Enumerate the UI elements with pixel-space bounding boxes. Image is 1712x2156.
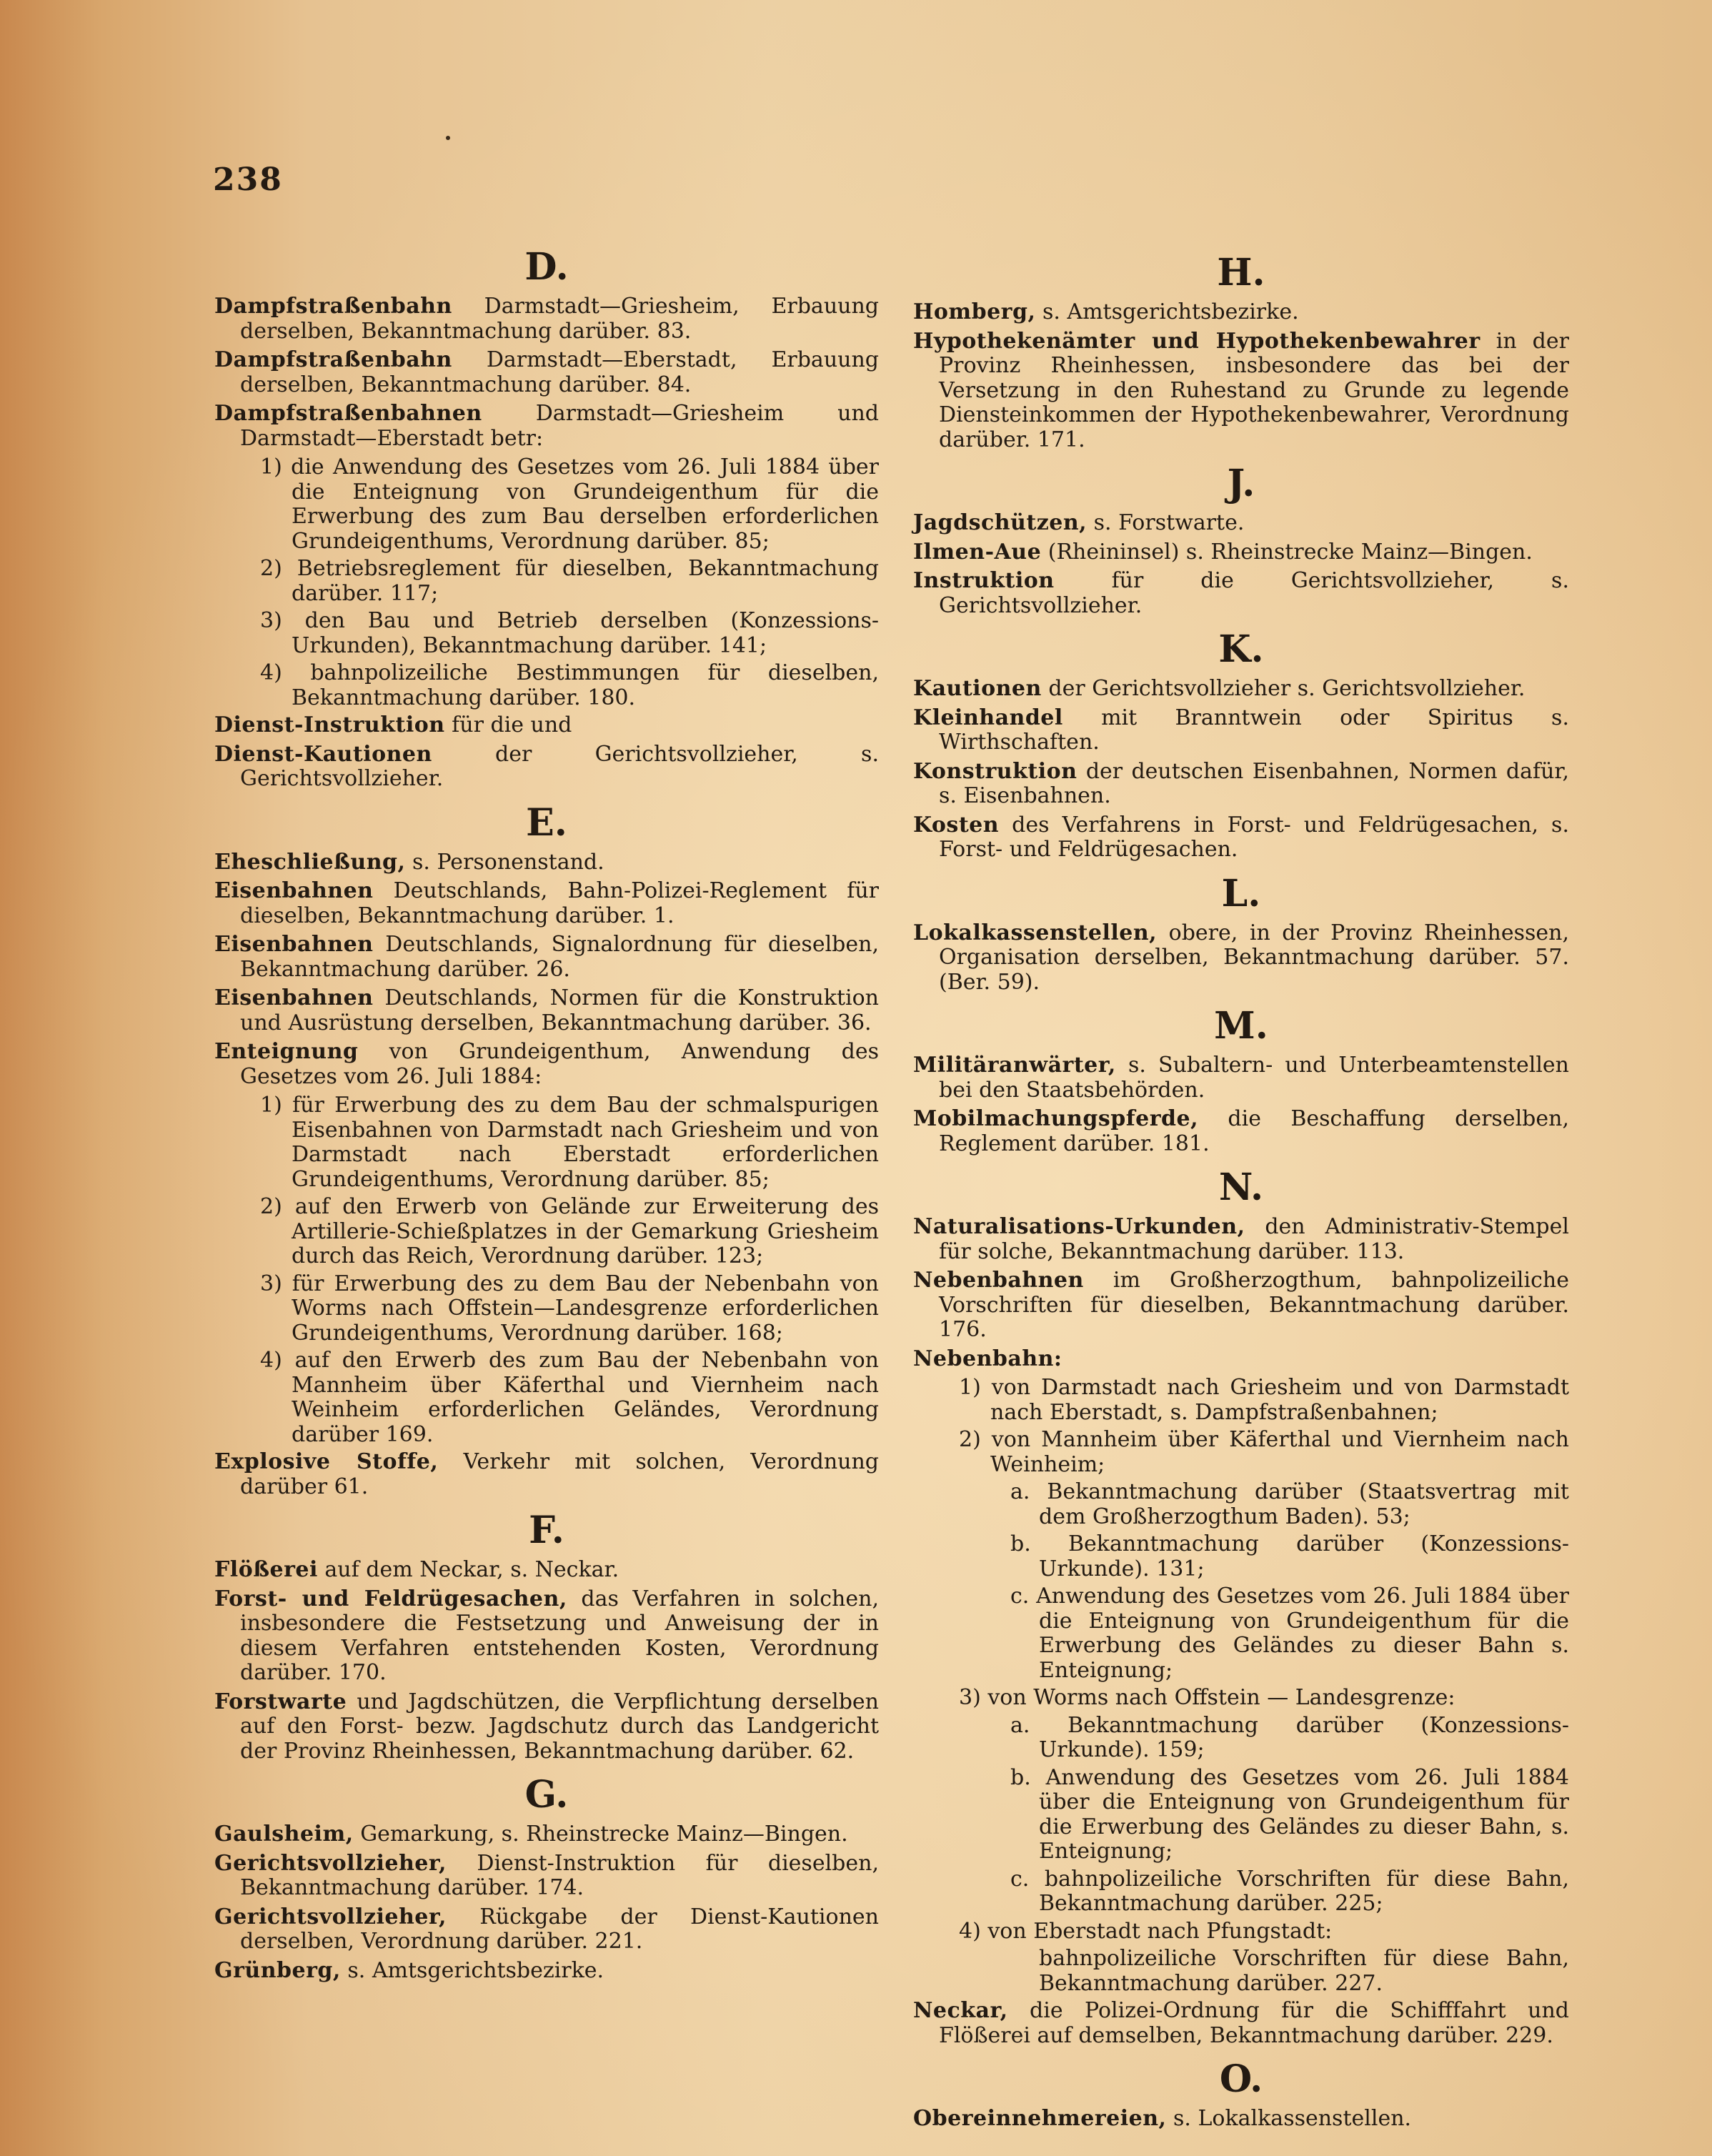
section-letter-m: M.	[1214, 1004, 1268, 1048]
index-entry	[214, 933, 879, 982]
entry-text: s. Subaltern- und Unterbeamtenstellen bei den Staatsbehörden.	[939, 1053, 1569, 1103]
index-entry	[913, 1347, 1569, 1372]
index-entry	[214, 1822, 879, 1847]
entry-headword: Forst- und Feldrügesachen,	[214, 1586, 567, 1611]
entry-text: s. Lokalkassenstellen.	[1173, 2106, 1412, 2131]
entry-text: der Gerichtsvollzieher, s. Gerichtsvollzieher.	[240, 741, 879, 791]
index-entry	[913, 677, 1569, 702]
entry-headword: Kosten	[913, 812, 1000, 838]
entry-text: s. Amtsgerichtsbezirke.	[1042, 299, 1299, 324]
entry-text: in der Provinz Rheinhessen, insbesondere das bei der Versetzung in den Ruhestand zu Grunde zu legende Diensteinkommen der Hypothekenbewahrer, Verordnung darüber. 171.	[939, 328, 1569, 452]
entry-headword: Explosive Stoffe,	[214, 1449, 439, 1474]
entry-headword: Enteignung	[214, 1039, 359, 1064]
index-entry	[913, 569, 1569, 618]
entry-text: Deutschlands, Bahn-Polizei-Reglement für dieselben, Bekanntmachung darüber. 1.	[240, 878, 879, 928]
entry-text: Gemarkung, s. Rheinstrecke Mainz—Bingen.	[360, 1822, 848, 1847]
entry-text: den Administrativ-Stempel für solche, Bekanntmachung darüber. 113.	[939, 1214, 1569, 1264]
entry-headword: Nebenbahnen	[913, 1268, 1084, 1293]
entry-headword: Kautionen	[913, 676, 1042, 701]
sub-entry: 1) von Darmstadt nach Griesheim und von Darmstadt nach Eberstadt, s. Dampfstraßenbahnen;	[959, 1375, 1569, 1425]
sub-sub-entry: a. Bekanntmachung darüber (Staatsvertrag mit dem Großherzogthum Baden). 53;	[1010, 1479, 1569, 1529]
index-entry	[214, 1040, 879, 1089]
index-entry	[913, 706, 1569, 755]
entry-text: der Gerichtsvollzieher s. Gerichtsvollzieher.	[1048, 676, 1526, 701]
index-entry	[214, 713, 879, 738]
sub-sub-entry: b. Bekanntmachung darüber (Konzessions-Urkunde). 131;	[1010, 1531, 1569, 1581]
entry-headword: Obereinnehmereien,	[913, 2106, 1167, 2131]
sub-entry: 4) bahnpolizeiliche Bestimmungen für dieselben, Bekanntmachung darüber. 180.	[260, 660, 879, 710]
page-number: 238	[213, 162, 283, 198]
entry-text: und Jagdschützen, die Verpflichtung derselben auf den Forst- bezw. Jagdschutz durch das Landgericht der Provinz Rheinhessen, Bekanntmachung darüber. 62.	[240, 1689, 879, 1764]
index-entry	[214, 742, 879, 792]
index-entry	[214, 1959, 879, 1984]
section-letter-e: E.	[526, 800, 567, 845]
entry-text: auf dem Neckar, s. Neckar.	[324, 1557, 619, 1582]
entry-text: s. Amtsgerichtsbezirke.	[347, 1957, 604, 1983]
entry-headword: Dampfstraßenbahn	[214, 347, 452, 372]
sub-entry: 2) Betriebsreglement für dieselben, Bekanntmachung darüber. 117;	[260, 556, 879, 606]
entry-text: Darmstadt—Eberstadt, Erbauung derselben, Bekanntmachung darüber. 84.	[240, 347, 879, 397]
entry-headword: Dienst-Kautionen	[214, 741, 432, 767]
entry-text: die Beschaffung derselben, Reglement darüber. 181.	[939, 1106, 1569, 1156]
entry-headword: Dampfstraßenbahnen	[214, 401, 482, 426]
index-entry	[214, 986, 879, 1035]
entry-headword: Neckar,	[913, 1998, 1008, 2023]
entry-headword: Dampfstraßenbahn	[214, 294, 452, 319]
sub-sub-entry: b. Anwendung des Gesetzes vom 26. Juli 1884 über die Enteignung von Grundeigenthum für die Erwerbung des Geländes zu dieser Bahn, s. Enteignung;	[1010, 1764, 1569, 1864]
entry-text: das Verfahren in solchen, insbesondere die Festsetzung und Anweisung der in diesem Verfahren entstehenden Kosten, Verordnung darüber. 170.	[240, 1586, 879, 1685]
sub-entry: 1) für Erwerbung des zu dem Bau der schmalspurigen Eisenbahnen von Darmstadt nach Griesheim und von Darmstadt nach Eberstadt erforderlichen Grundeigenthums, Verordnung darüber. 85;	[260, 1093, 879, 1192]
entry-text: Verkehr mit solchen, Verordnung darüber 61.	[240, 1449, 879, 1499]
index-entry	[913, 2107, 1569, 2132]
entry-headword: Mobilmachungspferde,	[913, 1106, 1199, 1131]
sub-entry: 3) von Worms nach Offstein — Landesgrenze:	[959, 1685, 1455, 1710]
index-entry	[214, 1587, 879, 1686]
sub-entry: 3) den Bau und Betrieb derselben (Konzessions-Urkunden), Bekanntmachung darüber. 141;	[260, 608, 879, 658]
entry-text: Darmstadt—Griesheim und Darmstadt—Eberstadt betr:	[240, 401, 879, 451]
index-entry	[913, 1999, 1569, 2048]
entry-headword: Dienst-Instruktion	[214, 712, 445, 737]
entry-text: Dienst-Instruktion für dieselben, Bekanntmachung darüber. 174.	[240, 1850, 879, 1900]
entry-text: des Verfahrens in Forst- und Feldrügesachen, s. Forst- und Feldrügesachen.	[939, 812, 1569, 862]
index-entry	[913, 511, 1569, 536]
sub-entry: 1) die Anwendung des Gesetzes vom 26. Juli 1884 über die Enteignung von Grundeigenthum für die Erwerbung des zum Bau derselben erforderlichen Grundeigenthums, Verordnung darüber. 85;	[260, 454, 879, 554]
entry-headword: Gaulsheim,	[214, 1822, 354, 1847]
index-entry	[214, 1852, 879, 1901]
index-entry	[913, 1107, 1569, 1156]
entry-headword: Nebenbahn:	[913, 1346, 1062, 1371]
entry-headword: Jagdschützen,	[913, 510, 1088, 535]
entry-text: für die und	[452, 712, 572, 737]
entry-headword: Militäranwärter,	[913, 1053, 1116, 1078]
entry-text: Deutschlands, Normen für die Konstruktion und Ausrüstung derselben, Bekanntmachung darüber. 36.	[240, 985, 879, 1035]
entry-headword: Kleinhandel	[913, 705, 1063, 730]
section-letter-f: F.	[529, 1509, 564, 1552]
entry-text: der deutschen Eisenbahnen, Normen dafür, s. Eisenbahnen.	[939, 758, 1569, 808]
sub-entry: 3) für Erwerbung des zu dem Bau der Nebenbahn von Worms nach Offstein—Landesgrenze erforderlichen Grundeigenthums, Verordnung darüber. 168;	[260, 1271, 879, 1346]
entry-headword: Instruktion	[913, 568, 1055, 593]
index-entry	[913, 540, 1569, 565]
index-entry	[214, 1690, 879, 1764]
entry-headword: Gerichtsvollzieher,	[214, 1904, 447, 1929]
index-entry	[214, 850, 879, 875]
section-letter-l: L.	[1221, 871, 1261, 915]
entry-headword: Ilmen-Aue	[913, 539, 1042, 565]
index-entry	[214, 348, 879, 397]
index-entry	[214, 294, 879, 344]
section-letter-d: D.	[524, 245, 569, 289]
entry-headword: Eisenbahnen	[214, 932, 374, 957]
entry-headword: Forstwarte	[214, 1689, 347, 1714]
index-entry	[913, 300, 1569, 325]
sub-entry: 2) auf den Erwerb von Gelände zur Erweiterung des Artillerie-Schießplatzes in der Gemarkung Griesheim durch das Reich, Verordnung darüber. 123;	[260, 1194, 879, 1268]
entry-text: s. Forstwarte.	[1093, 510, 1245, 535]
index-entry	[214, 879, 879, 928]
entry-text: von Grundeigenthum, Anwendung des Gesetzes vom 26. Juli 1884:	[240, 1039, 879, 1089]
entry-text: (Rheininsel) s. Rheinstrecke Mainz—Bingen.	[1047, 539, 1533, 565]
entry-headword: Grünberg,	[214, 1957, 341, 1983]
section-letter-g: G.	[524, 1773, 569, 1817]
right-column	[913, 242, 1569, 2136]
index-entry	[913, 1268, 1569, 1343]
index-entry	[214, 1905, 879, 1954]
entry-headword: Flößerei	[214, 1557, 318, 1582]
index-entry	[214, 402, 879, 451]
index-entry	[913, 760, 1569, 809]
sub-sub-entry: c. Anwendung des Gesetzes vom 26. Juli 1884 über die Enteignung von Grundeigenthum für die Erwerbung des Geländes zu dieser Bahn s. Enteignung;	[1010, 1584, 1569, 1683]
entry-text: Darmstadt—Griesheim, Erbauung derselben, Bekanntmachung darüber. 83.	[240, 294, 879, 344]
entry-headword: Konstruktion	[913, 758, 1078, 784]
index-entry	[214, 1558, 879, 1583]
index-entry	[214, 1450, 879, 1499]
entry-text: im Großherzogthum, bahnpolizeiliche Vorschriften für dieselben, Bekanntmachung darüber. 176.	[939, 1268, 1569, 1342]
entry-headword: Gerichtsvollzieher,	[214, 1850, 447, 1876]
sub-entry: 4) von Eberstadt nach Pfungstadt:	[959, 1918, 1333, 1944]
entry-headword: Naturalisations-Urkunden,	[913, 1214, 1245, 1239]
index-entry	[913, 921, 1569, 995]
sub-sub-entry: c. bahnpolizeiliche Vorschriften für diese Bahn, Bekanntmachung darüber. 225;	[1010, 1866, 1569, 1916]
entry-text: obere, in der Provinz Rheinhessen, Organisation derselben, Bekanntmachung darüber. 57. (Ber. 59).	[939, 920, 1569, 995]
entry-headword: Lokalkassenstellen,	[913, 920, 1158, 945]
section-letter-k: K.	[1218, 627, 1264, 671]
index-entry	[913, 1053, 1569, 1103]
entry-text: s. Personenstand.	[412, 849, 604, 875]
entry-text: Rückgabe der Dienst-Kautionen derselben, Verordnung darüber. 221.	[240, 1904, 879, 1954]
entry-text: die Polizei-Ordnung für die Schifffahrt und Flößerei auf demselben, Bekanntmachung darüber. 229.	[939, 1998, 1569, 2048]
entry-text: mit Branntwein oder Spiritus s. Wirthschaften.	[939, 705, 1569, 755]
index-entry	[913, 1215, 1569, 1264]
section-letter-j: J.	[1227, 462, 1255, 505]
sub-sub-entry: a. Bekanntmachung darüber (Konzessions-Urkunde). 159;	[1010, 1712, 1569, 1762]
section-letter-n: N.	[1218, 1166, 1264, 1209]
sub-entry: 4) auf den Erwerb des zum Bau der Nebenbahn von Mannheim über Käferthal und Viernheim nach Weinheim erforderlichen Geländes, Verordnung darüber 169.	[260, 1348, 879, 1447]
entry-text: Deutschlands, Signalordnung für dieselben, Bekanntmachung darüber. 26.	[240, 932, 879, 982]
sub-entry: 2) von Mannheim über Käferthal und Viernheim nach Weinheim;	[959, 1427, 1569, 1477]
entry-headword: Hypothekenämter und Hypothekenbewahrer	[913, 328, 1480, 354]
entry-headword: Homberg,	[913, 299, 1036, 324]
index-entry	[913, 329, 1569, 453]
entry-text: für die Gerichtsvollzieher, s. Gerichtsvollzieher.	[939, 568, 1569, 618]
entry-headword: Eheschließung,	[214, 849, 406, 875]
entry-headword: Eisenbahnen	[214, 878, 374, 903]
section-letter-h: H.	[1217, 251, 1265, 294]
index-entry	[913, 813, 1569, 863]
ink-speck	[446, 136, 450, 140]
section-letter-o: O.	[1219, 2057, 1263, 2101]
left-column	[214, 236, 879, 1987]
sub-sub-entry: bahnpolizeiliche Vorschriften für diese Bahn, Bekanntmachung darüber. 227.	[1039, 1946, 1569, 1996]
entry-headword: Eisenbahnen	[214, 985, 374, 1010]
